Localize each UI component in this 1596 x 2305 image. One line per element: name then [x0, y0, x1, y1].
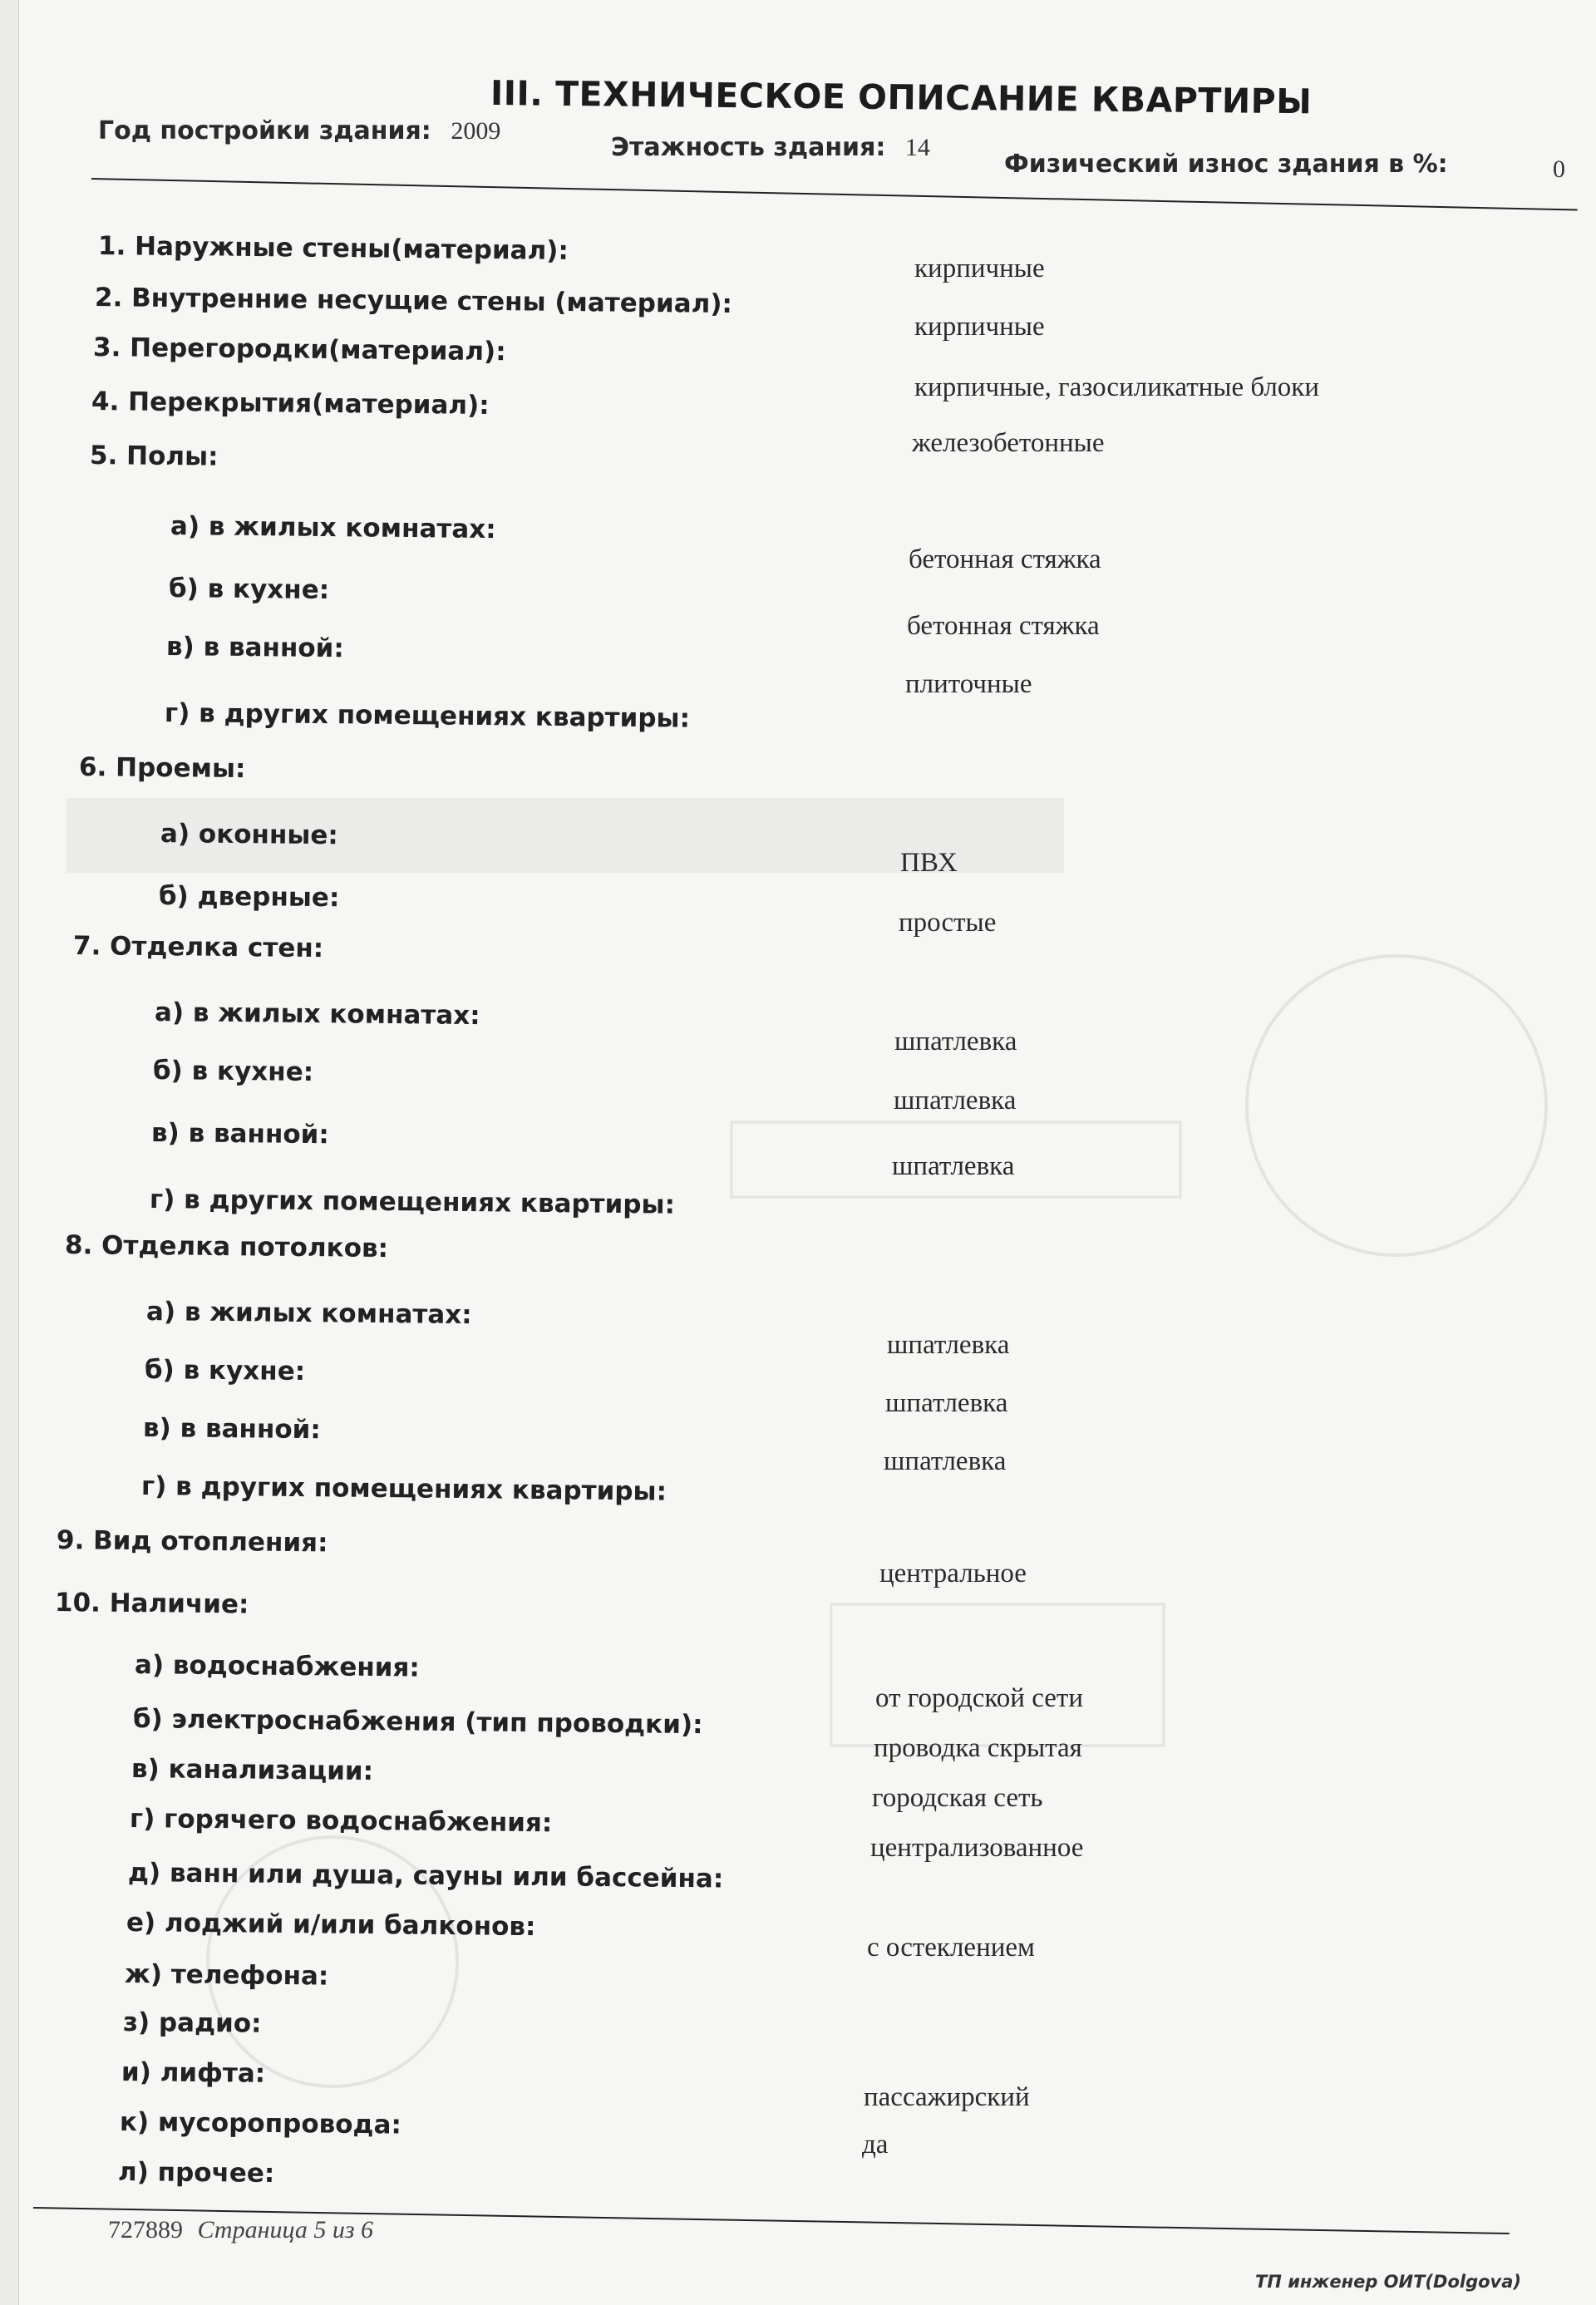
row-value: пассажирский — [864, 2082, 1030, 2112]
row-value: бетонная стяжка — [909, 544, 1101, 574]
building-wear-value: 0 — [1553, 155, 1565, 183]
row-label: ж) телефона: — [124, 1959, 329, 1992]
row-label: а) в жилых комнатах: — [154, 997, 480, 1032]
footer-author: ТП инженер ОИТ(Dolgova) — [1255, 2272, 1521, 2292]
floor-count — [611, 133, 930, 162]
row-label: в) в ванной: — [165, 632, 344, 664]
row-label: 10. Наличие: — [54, 1588, 249, 1620]
row-label: 6. Проемы: — [78, 752, 246, 785]
row-label: в) в ванной: — [150, 1118, 329, 1150]
row-value: простые — [899, 908, 997, 938]
row-value: городская сеть — [872, 1783, 1043, 1813]
row-label: 9. Вид отопления: — [56, 1525, 328, 1559]
row-value: ПВХ — [900, 848, 958, 878]
row-label: а) в жилых комнатах: — [145, 1297, 472, 1331]
row-label: 8. Отделка потолков: — [64, 1230, 389, 1264]
row-label: б) электроснабжения (тип проводки): — [132, 1704, 703, 1741]
row-value: шпатлевка — [887, 1330, 1010, 1360]
row-value: плиточные — [905, 669, 1032, 699]
building-wear-label: Физический износ здания в %: — [1004, 150, 1448, 179]
footer-page-info — [108, 2216, 373, 2244]
row-label: е) лоджий и/или балконов: — [126, 1908, 536, 1943]
row-label: 2. Внутренние несущие стены (материал): — [94, 283, 733, 320]
building-wear — [1004, 150, 1448, 179]
row-label: а) оконные: — [160, 819, 338, 851]
row-label: д) ванн или душа, сауны или бассейна: — [127, 1858, 724, 1894]
row-value: шпатлевка — [884, 1446, 1007, 1476]
page-edge — [0, 0, 18, 2305]
page-edge — [18, 0, 19, 2305]
row-value: кирпичные, газосиликатные блоки — [914, 372, 1319, 402]
row-label: 1. Наружные стены(материал): — [97, 231, 569, 266]
row-value: с остеклением — [867, 1933, 1035, 1963]
document-number: 727889 — [108, 2216, 183, 2243]
row-label: б) в кухне: — [152, 1056, 314, 1088]
row-value: проводка скрытая — [874, 1733, 1082, 1763]
floor-count-label: Этажность здания: — [611, 133, 886, 162]
row-value: бетонная стяжка — [907, 611, 1100, 641]
row-label: б) в кухне: — [168, 574, 330, 606]
row-value: шпатлевка — [885, 1388, 1008, 1418]
row-value: от городской сети — [875, 1683, 1083, 1713]
row-label: а) водоснабжения: — [134, 1650, 420, 1683]
row-label: 3. Перегородки(материал): — [92, 332, 506, 367]
year-built-value: 2009 — [451, 117, 501, 145]
row-label: б) в кухне: — [144, 1355, 306, 1387]
row-label: б) дверные: — [158, 881, 340, 914]
row-value: центральное — [879, 1559, 1027, 1588]
row-label: 5. Полы: — [89, 441, 219, 472]
row-label: в) канализации: — [131, 1754, 374, 1787]
row-label: 4. Перекрытия(материал): — [91, 387, 490, 421]
year-built — [98, 116, 500, 145]
row-value: кирпичные — [914, 312, 1045, 342]
row-value: централизованное — [870, 1833, 1084, 1863]
page-number: Страница 5 из 6 — [197, 2216, 374, 2243]
row-value: шпатлевка — [892, 1151, 1015, 1181]
year-built-label: Год постройки здания: — [98, 116, 431, 145]
row-value: шпатлевка — [894, 1086, 1017, 1116]
row-label: а) в жилых комнатах: — [170, 511, 496, 545]
row-label: г) в других помещениях квартиры: — [164, 698, 691, 734]
row-label: к) мусоропровода: — [119, 2107, 402, 2140]
row-label: в) в ванной: — [142, 1413, 321, 1446]
section-title: III. ТЕХНИЧЕСКОЕ ОПИСАНИЕ КВАРТИРЫ — [490, 73, 1313, 122]
row-value: железобетонные — [912, 428, 1105, 458]
row-label: и) лифта: — [121, 2057, 266, 2089]
row-value: кирпичные — [914, 254, 1045, 283]
row-label: з) радио: — [122, 2007, 262, 2039]
row-label: л) прочее: — [117, 2157, 275, 2189]
row-label: г) в других помещениях квартиры: — [149, 1185, 676, 1220]
row-label: г) горячего водоснабжения: — [129, 1804, 553, 1839]
floor-count-value: 14 — [904, 134, 930, 161]
row-value: да — [862, 2130, 889, 2160]
row-value: шпатлевка — [894, 1027, 1017, 1056]
row-label: 7. Отделка стен: — [72, 931, 324, 964]
row-label: г) в других помещениях квартиры: — [140, 1471, 667, 1507]
